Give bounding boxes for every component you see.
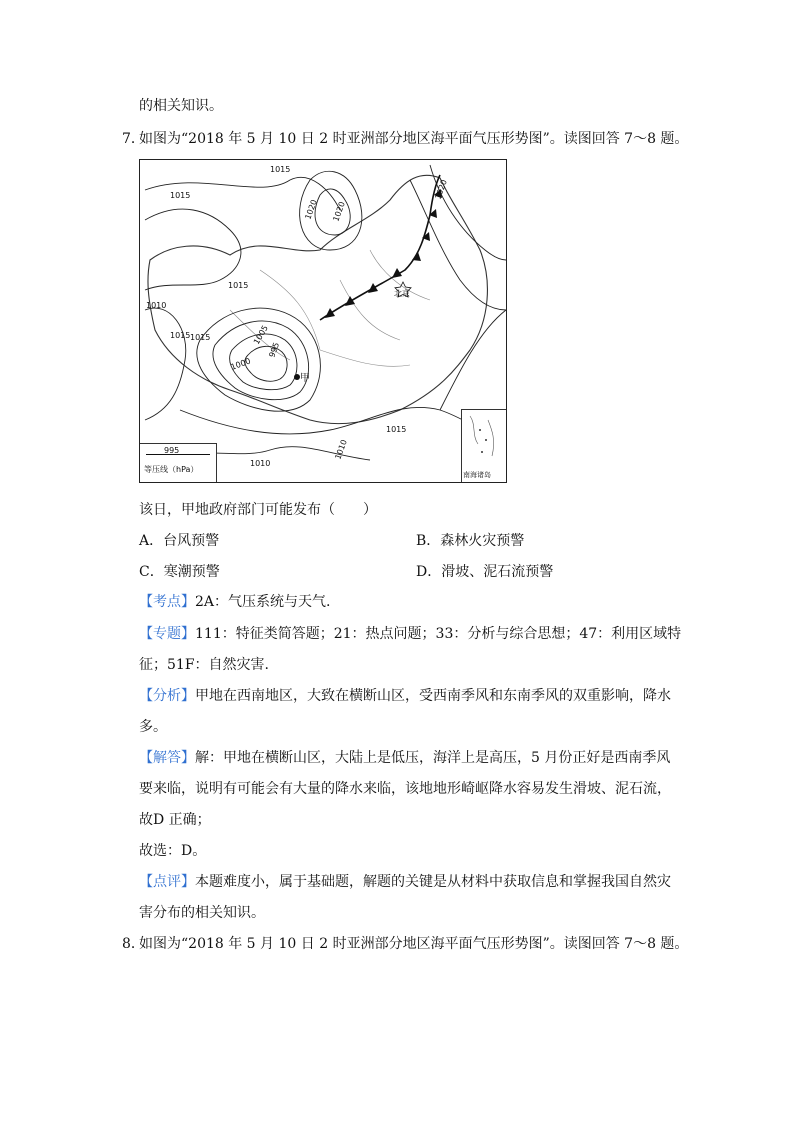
option-a: A．台风预警: [139, 533, 220, 549]
dianping-tag: 【点评】: [139, 874, 195, 890]
isobar-label: 1020: [433, 178, 449, 201]
question-8-number: 8．: [122, 936, 145, 952]
dianping-line-2: 害分布的相关知识。: [139, 905, 265, 921]
fenxi-text: 甲地在西南地区，大致在横断山区，受西南季风和东南季风的双重影响，降水: [195, 688, 671, 704]
dianping-line: [139, 872, 671, 892]
isobar-label: 1000: [229, 356, 252, 372]
kaodian-tag: 【考点】: [139, 594, 195, 610]
isobar-label: 1015: [228, 281, 249, 290]
fenxi-tag: 【分析】: [139, 688, 195, 704]
option-b: B．森林火灾预警: [416, 533, 525, 549]
inset-label: 南海诸岛: [463, 471, 491, 479]
pressure-map: [139, 159, 507, 483]
question-7-prompt: 该日，甲地政府部门可能发布（ ）: [139, 502, 377, 518]
zhuanti-text: 111：特征类简答题；21：热点问题；33：分析与综合思想；47：利用区域特: [195, 626, 682, 642]
isobar-label: 1015: [170, 191, 191, 200]
isobar-label: 1010: [146, 301, 167, 310]
kaodian-text: 2A：气压系统与天气.: [195, 594, 331, 610]
jieda-line-2: 要来临，说明有可能会有大量的降水来临，该地地形崎岖降水容易发生滑坡、泥石流，: [139, 781, 671, 797]
isobar-map-svg: [140, 160, 506, 482]
isobar-label: 1020: [303, 198, 319, 221]
isobar-label: 1005: [251, 323, 270, 346]
isobar-label: 1010: [333, 438, 349, 461]
map-legend: [140, 443, 217, 482]
isobar-label: 1015: [170, 331, 191, 340]
isobar-label: 1015: [270, 165, 291, 174]
legend-value: 995: [164, 446, 180, 455]
jia-label: 甲: [300, 373, 310, 384]
question-7-stem: 如图为“2018 年 5 月 10 日 2 时亚洲部分地区海平面气压形势图”。读图回答 7～8 题。: [139, 131, 689, 147]
south-china-sea-inset: [461, 409, 506, 482]
legend-text: 等压线（hPa）: [144, 465, 199, 474]
jieda-line-4: 故选：D。: [139, 843, 207, 859]
isobar-label: 1020: [331, 200, 347, 223]
question-8-stem: 如图为“2018 年 5 月 10 日 2 时亚洲部分地区海平面气压形势图”。读图回答 7～8 题。: [139, 936, 689, 952]
zhuanti-tag: 【专题】: [139, 626, 195, 642]
jieda-line: [139, 748, 670, 768]
fenxi-line-2: 多。: [139, 719, 167, 735]
dianping-text: 本题难度小，属于基础题，解题的关键是从材料中获取信息和掌握我国自然灾: [195, 874, 671, 890]
isobar-label: 995: [267, 341, 282, 359]
isobar-label: 1015: [386, 425, 407, 434]
intro-line: 的相关知识。: [139, 98, 223, 114]
option-d: D．滑坡、泥石流预警: [416, 564, 554, 580]
jieda-line-3: 故D 正确；: [139, 812, 211, 828]
isobar-label: 1010: [250, 459, 271, 468]
question-7-number: 7．: [122, 131, 145, 147]
jieda-tag: 【解答】: [139, 750, 195, 766]
zhuanti-line-2: 征；51F：自然灾害.: [139, 657, 269, 673]
kaodian-line: [139, 592, 330, 612]
fenxi-line: [139, 686, 671, 706]
legend-line: [146, 454, 210, 455]
isobar-label: 1015: [190, 333, 211, 342]
jieda-text: 解：甲地在横断山区，大陆上是低压，海洋上是高压，5 月份正好是西南季风: [195, 750, 671, 766]
option-c: C．寒潮预警: [139, 564, 220, 580]
zhuanti-line: [139, 624, 681, 644]
beijing-label: 北京: [394, 289, 410, 298]
